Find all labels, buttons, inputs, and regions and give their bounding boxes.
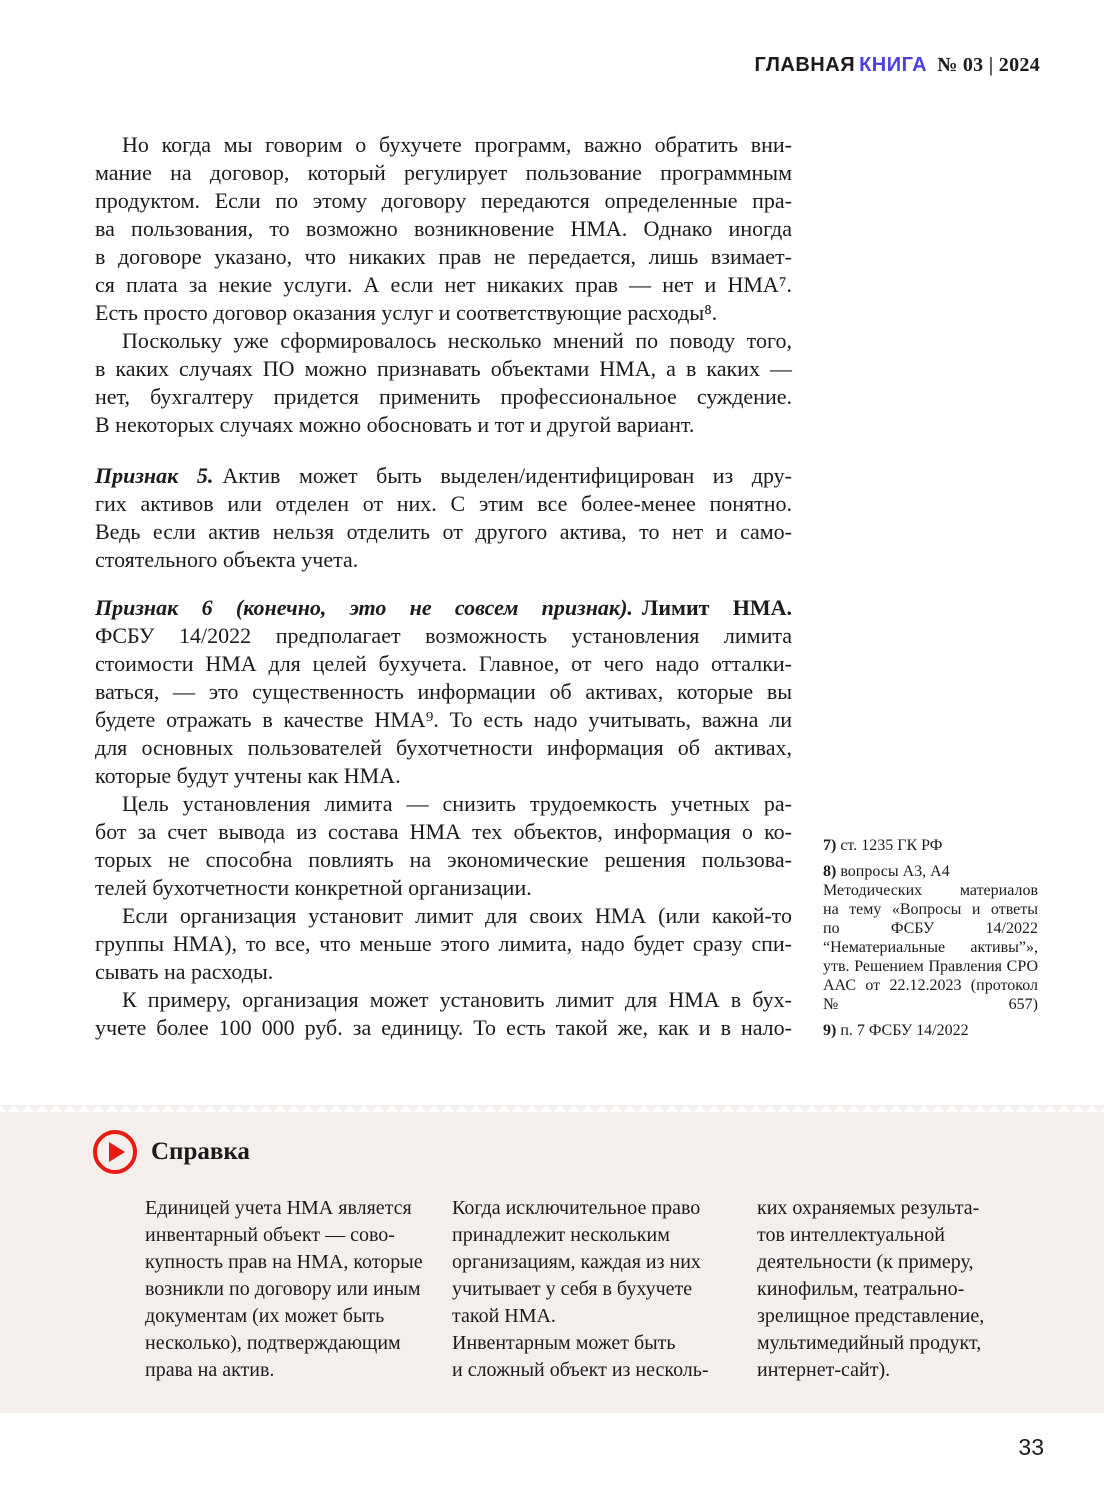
issue-number: № 03 | 2024	[937, 54, 1040, 76]
priznak-6-limit-label: Лимит НМА.	[641, 595, 792, 620]
footnote-7-line	[823, 836, 1038, 855]
zigzag-top-edge	[0, 1105, 1104, 1112]
footnote-9-text: п. 7 ФСБУ 14/2022	[840, 1022, 969, 1039]
footnotes-sidebar	[823, 836, 1038, 1047]
spravka-column-1: Единицей учета НМА является инвентарный объект — сово- купность прав на НМА, которые возникли по договору или иным документам (их может быть несколько), подтверждающим права на актив.	[145, 1197, 423, 1381]
spravka-title: Справка	[151, 1138, 250, 1165]
paragraph-limit-writeoff: Если организация установит лимит для своих НМА (или какой-то группы НМА), то все, что меньше этого лимита, надо будет сразу спи- сывать на расходы.	[95, 903, 792, 984]
footnote-8	[823, 862, 1038, 1014]
footnote-9	[823, 1021, 1038, 1040]
spravka-column-3: ких охраняемых результа- тов интеллектуальной деятельности (к примеру, кинофильм, театрально- зрелищное представление, мультимедийный продукт, интернет-сайт).	[757, 1197, 985, 1381]
page-header	[755, 54, 1040, 77]
priznak-5-first-rest: Актив может быть выделен/идентифицирован из дру-	[222, 463, 793, 488]
footnote-8-text: вопросы А3, А4	[840, 863, 950, 880]
magazine-title-black: ГЛАВНАЯ	[754, 54, 856, 76]
footnote-8-number: 8)	[823, 863, 837, 880]
priznak-5-label: Признак 5.	[95, 463, 214, 488]
paragraph-professional-judgement: Поскольку уже сформировалось несколько мнений по поводу того, в каких случаях ПО можно признавать объектами НМА, а в каких — нет, бухгалтеру придется применить профессиональное суждение. В некоторых случаях можно обосновать и тот и другой вариант.	[95, 328, 792, 437]
spravka-header	[93, 1130, 250, 1174]
play-circle-icon	[93, 1130, 137, 1174]
paragraph-limit-example: К примеру, организация может установить лимит для НМА в бух- учете более 100 000 руб. за единицу. То есть такой же, как и в нало-	[95, 987, 792, 1040]
spravka-column-2: Когда исключительное право принадлежит нескольким организациям, каждая из них учитывает у себя в бухучете такой НМА. Инвентарным может быть и сложный объект из несколь-	[452, 1197, 709, 1381]
page-number: 33	[1018, 1434, 1044, 1460]
magazine-title-blue: КНИГА	[859, 54, 928, 76]
footnote-8-line	[823, 862, 1038, 881]
priznak-6-lines: ФСБУ 14/2022 предполагает возможность установления лимита стоимости НМА для целей бухучета. Главное, от чего надо отталки- ваться, — это существенность информации об активах, которые вы будете отражать в качестве НМА⁹. То есть надо учитывать, важна ли для основных пользователей бухотчетности информация об активах, которые будут учтены как НМА.	[95, 623, 792, 788]
paragraph-priznak-5	[95, 462, 792, 574]
footnote-8-lines: Методических материалов на тему «Вопросы и ответы по ФСБУ 14/2022 “Нематериальные активы”», утв. Решением Правления СРО ААС от 22.12.2023 (протокол № 657)	[823, 882, 1038, 1013]
priznak-6-first-line	[95, 594, 792, 622]
priznak-6-label: Признак 6 (конечно, это не совсем признак).	[95, 595, 633, 620]
footnote-9-line	[823, 1021, 1038, 1040]
footnote-7-text: ст. 1235 ГК РФ	[840, 837, 943, 854]
footnote-7-number: 7)	[823, 837, 837, 854]
footnote-7	[823, 836, 1038, 855]
footnote-9-number: 9)	[823, 1022, 837, 1039]
paragraph-software-contract: Но когда мы говорим о бухучете программ, важно обратить вни- мание на договор, который регулирует пользование программным продуктом. Если по этому договору передаются определенные пра- ва пользования, то возможно возникновение НМА. Однако иногда в договоре указано, что никаких прав не передается, лишь взимает- ся плата за некие услуги. А если нет никаких прав — нет и НМА⁷. Есть просто договор оказания услуг и соответствующие расходы⁸.	[95, 132, 792, 325]
paragraph-priznak-6	[95, 594, 792, 790]
priznak-5-lines: гих активов или отделен от них. С этим все более-менее понятно. Ведь если актив нельзя отделить от другого актива, то нет и само- стоятельного объекта учета.	[95, 491, 792, 572]
priznak-5-first-line	[95, 462, 792, 490]
spravka-box	[0, 1112, 1104, 1413]
paragraph-limit-goal: Цель установления лимита — снизить трудоемкость учетных ра- бот за счет вывода из состава НМА тех объектов, информация о ко- торых не способна повлиять на экономические решения пользова- телей бухотчетности конкретной организации.	[95, 791, 792, 900]
